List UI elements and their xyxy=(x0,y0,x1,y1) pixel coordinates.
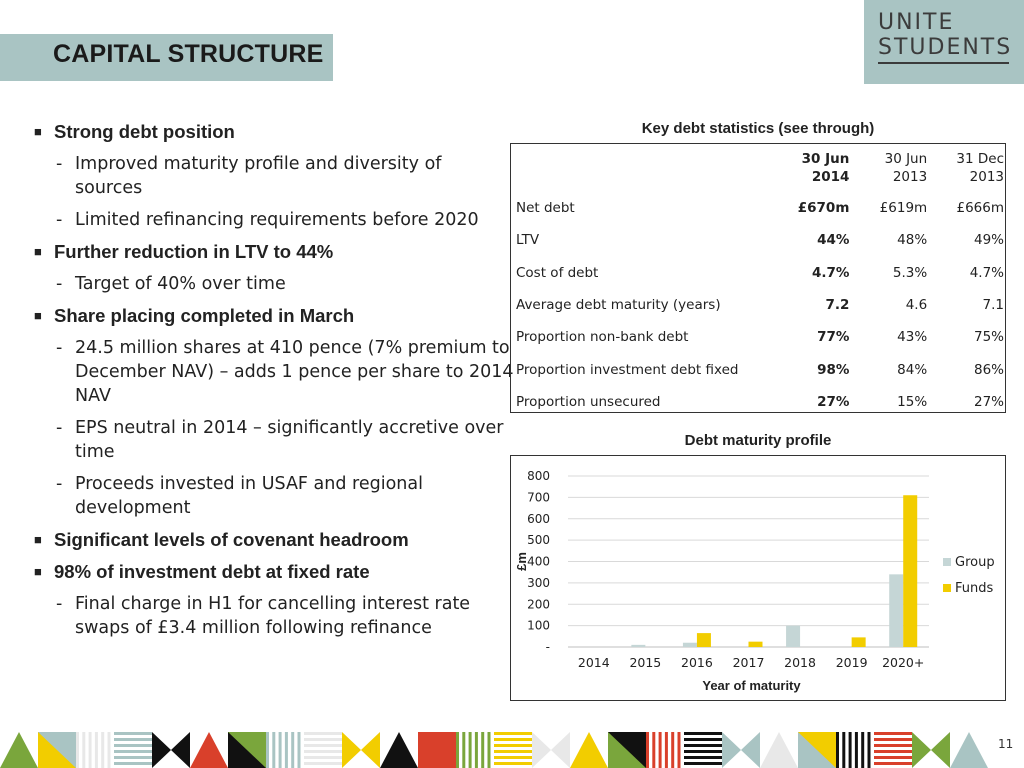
table-header-cell: 30 Jun 2013 xyxy=(884,151,928,185)
table-cell: 15% xyxy=(897,393,928,410)
table-cell: 86% xyxy=(973,361,1004,378)
bar-funds-2019 xyxy=(852,637,866,647)
row-label: Net debt xyxy=(516,200,575,217)
footer-shape xyxy=(950,732,988,768)
footer-shape xyxy=(285,732,288,768)
sub-bullet-item: - Improved maturity profile and diversity of sources xyxy=(56,154,442,198)
y-tick-label: 600 xyxy=(527,511,550,526)
table-header-cell: 30 Jun 2014 xyxy=(801,151,850,185)
footer-shape xyxy=(570,732,608,768)
bar-funds-2016 xyxy=(697,633,711,647)
table-cell: 4.6 xyxy=(905,297,928,314)
row-label: Proportion non-bank debt xyxy=(516,329,689,346)
legend-swatch xyxy=(943,584,951,592)
table-header-blank xyxy=(516,150,774,192)
y-tick-label: 700 xyxy=(527,490,550,505)
square-bullet-icon: ■ xyxy=(34,244,42,259)
bullet-list xyxy=(34,120,514,648)
footer-shape xyxy=(836,732,839,768)
debt-maturity-chart xyxy=(510,455,1006,701)
bullet-item: ■ 98% of investment debt at fixed rate xyxy=(34,561,370,582)
table-cell: 4.7% xyxy=(969,264,1004,281)
footer-shape xyxy=(874,750,912,753)
x-axis-title: Year of maturity xyxy=(702,678,801,693)
footer-shape xyxy=(684,750,722,753)
dash-bullet-icon: - xyxy=(56,418,63,438)
y-axis-title: £m xyxy=(514,552,529,571)
footer-shape xyxy=(494,738,532,741)
dash-bullet-icon: - xyxy=(56,338,63,358)
footer-shape xyxy=(114,750,152,753)
sub-bullet-item: - EPS neutral in 2014 – significantly accretive over time xyxy=(56,418,504,462)
table-cell: 98% xyxy=(817,361,850,378)
footer-shape xyxy=(684,738,722,741)
table-row xyxy=(516,192,1004,224)
footer-shape xyxy=(291,732,294,768)
table-row xyxy=(516,386,1004,418)
footer-shape xyxy=(304,744,342,747)
footer-shape xyxy=(494,756,532,759)
table-cell: 84% xyxy=(897,361,928,378)
footer-shape xyxy=(874,732,912,735)
footer-shape xyxy=(462,732,465,768)
table-title: Key debt statistics (see through) xyxy=(641,120,875,137)
bar-funds-2020+ xyxy=(903,495,917,647)
table-cell: £619m xyxy=(879,200,928,217)
footer-shape xyxy=(0,732,38,768)
footer-shape xyxy=(76,732,79,768)
table-row xyxy=(516,321,1004,353)
footer-shape xyxy=(304,732,342,735)
footer-shape xyxy=(671,732,674,768)
footer-shape xyxy=(152,732,190,768)
row-label: Proportion investment debt fixed xyxy=(516,361,739,378)
table-cell: 49% xyxy=(973,232,1004,249)
footer-shape xyxy=(304,762,342,765)
footer-shape xyxy=(874,738,912,741)
bullet-item: ■ Strong debt position xyxy=(34,121,235,142)
footer-shape xyxy=(266,732,269,768)
y-tick-label: 400 xyxy=(527,554,550,569)
x-tick-label: 2014 xyxy=(577,655,610,670)
table-cell: 5.3% xyxy=(892,264,928,281)
sub-bullet-item: - Target of 40% over time xyxy=(56,274,286,294)
footer-shape xyxy=(849,732,852,768)
footer-shape xyxy=(874,762,912,765)
footer-shape xyxy=(684,732,722,735)
bar-funds-2017 xyxy=(749,642,763,647)
footer-shape xyxy=(722,732,760,768)
footer-shape xyxy=(114,744,152,747)
footer-shape xyxy=(279,732,282,768)
table-cell: 7.2 xyxy=(825,297,850,314)
dash-bullet-icon: - xyxy=(56,594,63,614)
sub-bullet-item: - Limited refinancing requirements before 2020 xyxy=(56,210,479,230)
footer-shape xyxy=(114,732,152,735)
table-cell: 75% xyxy=(973,329,1004,346)
table-cell: £670m xyxy=(797,200,850,217)
slide-title: CAPITAL STRUCTURE xyxy=(53,40,324,68)
legend-label: Group xyxy=(955,555,995,570)
table-cell: 43% xyxy=(897,329,928,346)
y-tick-label: 100 xyxy=(527,618,550,633)
table-cell: 48% xyxy=(897,232,928,249)
footer-shape xyxy=(272,732,275,768)
table-header-cell: 31 Dec 2013 xyxy=(956,151,1004,185)
footer-shape xyxy=(304,756,342,759)
bullet-item: ■ Share placing completed in March xyxy=(34,305,355,326)
y-tick-label: 800 xyxy=(527,469,550,483)
table-cell: 27% xyxy=(973,393,1004,410)
square-bullet-icon: ■ xyxy=(34,308,42,323)
dash-bullet-icon: - xyxy=(56,210,63,230)
footer-shape xyxy=(684,762,722,765)
footer-shape xyxy=(868,732,871,768)
row-label: LTV xyxy=(516,232,540,249)
footer-shape xyxy=(488,732,491,768)
footer-shape xyxy=(684,756,722,759)
footer-shape xyxy=(380,732,418,768)
table-row xyxy=(516,224,1004,256)
bullet-item: ■ Further reduction in LTV to 44% xyxy=(34,241,334,262)
logo-line-1: UNITE xyxy=(878,10,955,35)
footer-shape xyxy=(842,732,845,768)
footer-shape xyxy=(659,732,662,768)
logo-line-2: STUDENTS xyxy=(878,35,1013,60)
row-label: Cost of debt xyxy=(516,264,599,281)
debt-statistics-table xyxy=(510,143,1006,413)
footer-shape xyxy=(481,732,484,768)
bullet-item: ■ Significant levels of covenant headroom xyxy=(34,529,409,550)
footer-shape xyxy=(912,732,950,768)
x-tick-label: 2015 xyxy=(629,655,662,670)
footer-shape xyxy=(494,750,532,753)
x-tick-label: 2017 xyxy=(732,655,765,670)
table-cell: 27% xyxy=(817,393,850,410)
square-bullet-icon: ■ xyxy=(34,532,42,547)
table-row xyxy=(516,353,1004,385)
y-tick-label: 300 xyxy=(527,575,550,590)
sub-bullet-item: - Final charge in H1 for cancelling interest rate swaps of £3.4 million following refinance xyxy=(56,594,471,638)
x-tick-label: 2016 xyxy=(681,655,713,670)
footer-shape xyxy=(532,732,570,768)
x-tick-label: 2018 xyxy=(784,655,816,670)
bar-group-2016 xyxy=(683,643,697,647)
footer-shape xyxy=(665,732,668,768)
square-bullet-icon: ■ xyxy=(34,564,42,579)
x-tick-label: 2019 xyxy=(835,655,868,670)
table-header-row xyxy=(516,150,1004,192)
table-cell: 77% xyxy=(817,329,850,346)
table-cell: £666m xyxy=(956,200,1004,217)
y-tick-label: 500 xyxy=(527,533,550,548)
square-bullet-icon: ■ xyxy=(34,124,42,139)
footer-shape xyxy=(114,738,152,741)
y-tick-label: 200 xyxy=(527,597,550,612)
footer-shape xyxy=(861,732,864,768)
footer-shape xyxy=(646,732,649,768)
table-cell: 4.7% xyxy=(811,264,850,281)
footer-shape xyxy=(678,732,681,768)
table-row xyxy=(516,289,1004,321)
legend-label: Funds xyxy=(955,581,994,596)
dash-bullet-icon: - xyxy=(56,274,63,294)
footer-shape xyxy=(684,744,722,747)
table-row xyxy=(516,257,1004,289)
logo-underline xyxy=(878,62,1009,64)
footer-shape xyxy=(475,732,478,768)
footer-shape xyxy=(469,732,472,768)
footer-pattern xyxy=(0,730,1024,768)
footer-shape xyxy=(874,756,912,759)
footer-shape xyxy=(494,762,532,765)
y-tick-label: - xyxy=(545,640,550,654)
bar-group-2015 xyxy=(631,645,645,647)
footer-shape xyxy=(304,738,342,741)
footer-shape xyxy=(101,732,104,768)
dash-bullet-icon: - xyxy=(56,154,63,174)
row-label: Average debt maturity (years) xyxy=(516,297,721,314)
footer-shape xyxy=(874,744,912,747)
chart-canvas xyxy=(511,456,1005,700)
chart-title: Debt maturity profile xyxy=(684,432,832,449)
footer-shape xyxy=(298,732,301,768)
footer-shape xyxy=(494,744,532,747)
footer-shape xyxy=(89,732,92,768)
footer-shape xyxy=(652,732,655,768)
bar-group-2018 xyxy=(786,626,800,647)
sub-bullet-item: - 24.5 million shares at 410 pence (7% premium to December NAV) – adds 1 pence per share to 2014 NAV xyxy=(56,338,514,406)
footer-shape xyxy=(342,732,380,768)
footer-shape xyxy=(456,732,459,768)
dash-bullet-icon: - xyxy=(56,474,63,494)
footer-shape xyxy=(855,732,858,768)
footer-shape xyxy=(114,762,152,765)
footer-shape xyxy=(82,732,85,768)
sub-bullet-item: - Proceeds invested in USAF and regional development xyxy=(56,474,423,518)
footer-shape xyxy=(494,732,532,735)
bar-group-2020+ xyxy=(889,574,903,647)
table-cell: 7.1 xyxy=(982,297,1004,314)
row-label: Proportion unsecured xyxy=(516,393,661,410)
x-tick-label: 2020+ xyxy=(882,655,925,670)
legend-swatch xyxy=(943,558,951,566)
footer-shape xyxy=(760,732,798,768)
footer-shape xyxy=(190,732,228,768)
footer-shape xyxy=(114,756,152,759)
page-number: 11 xyxy=(998,737,1014,751)
footer-shape xyxy=(304,750,342,753)
footer-shape xyxy=(108,732,111,768)
table-cell: 44% xyxy=(817,232,850,249)
footer-shape xyxy=(95,732,98,768)
